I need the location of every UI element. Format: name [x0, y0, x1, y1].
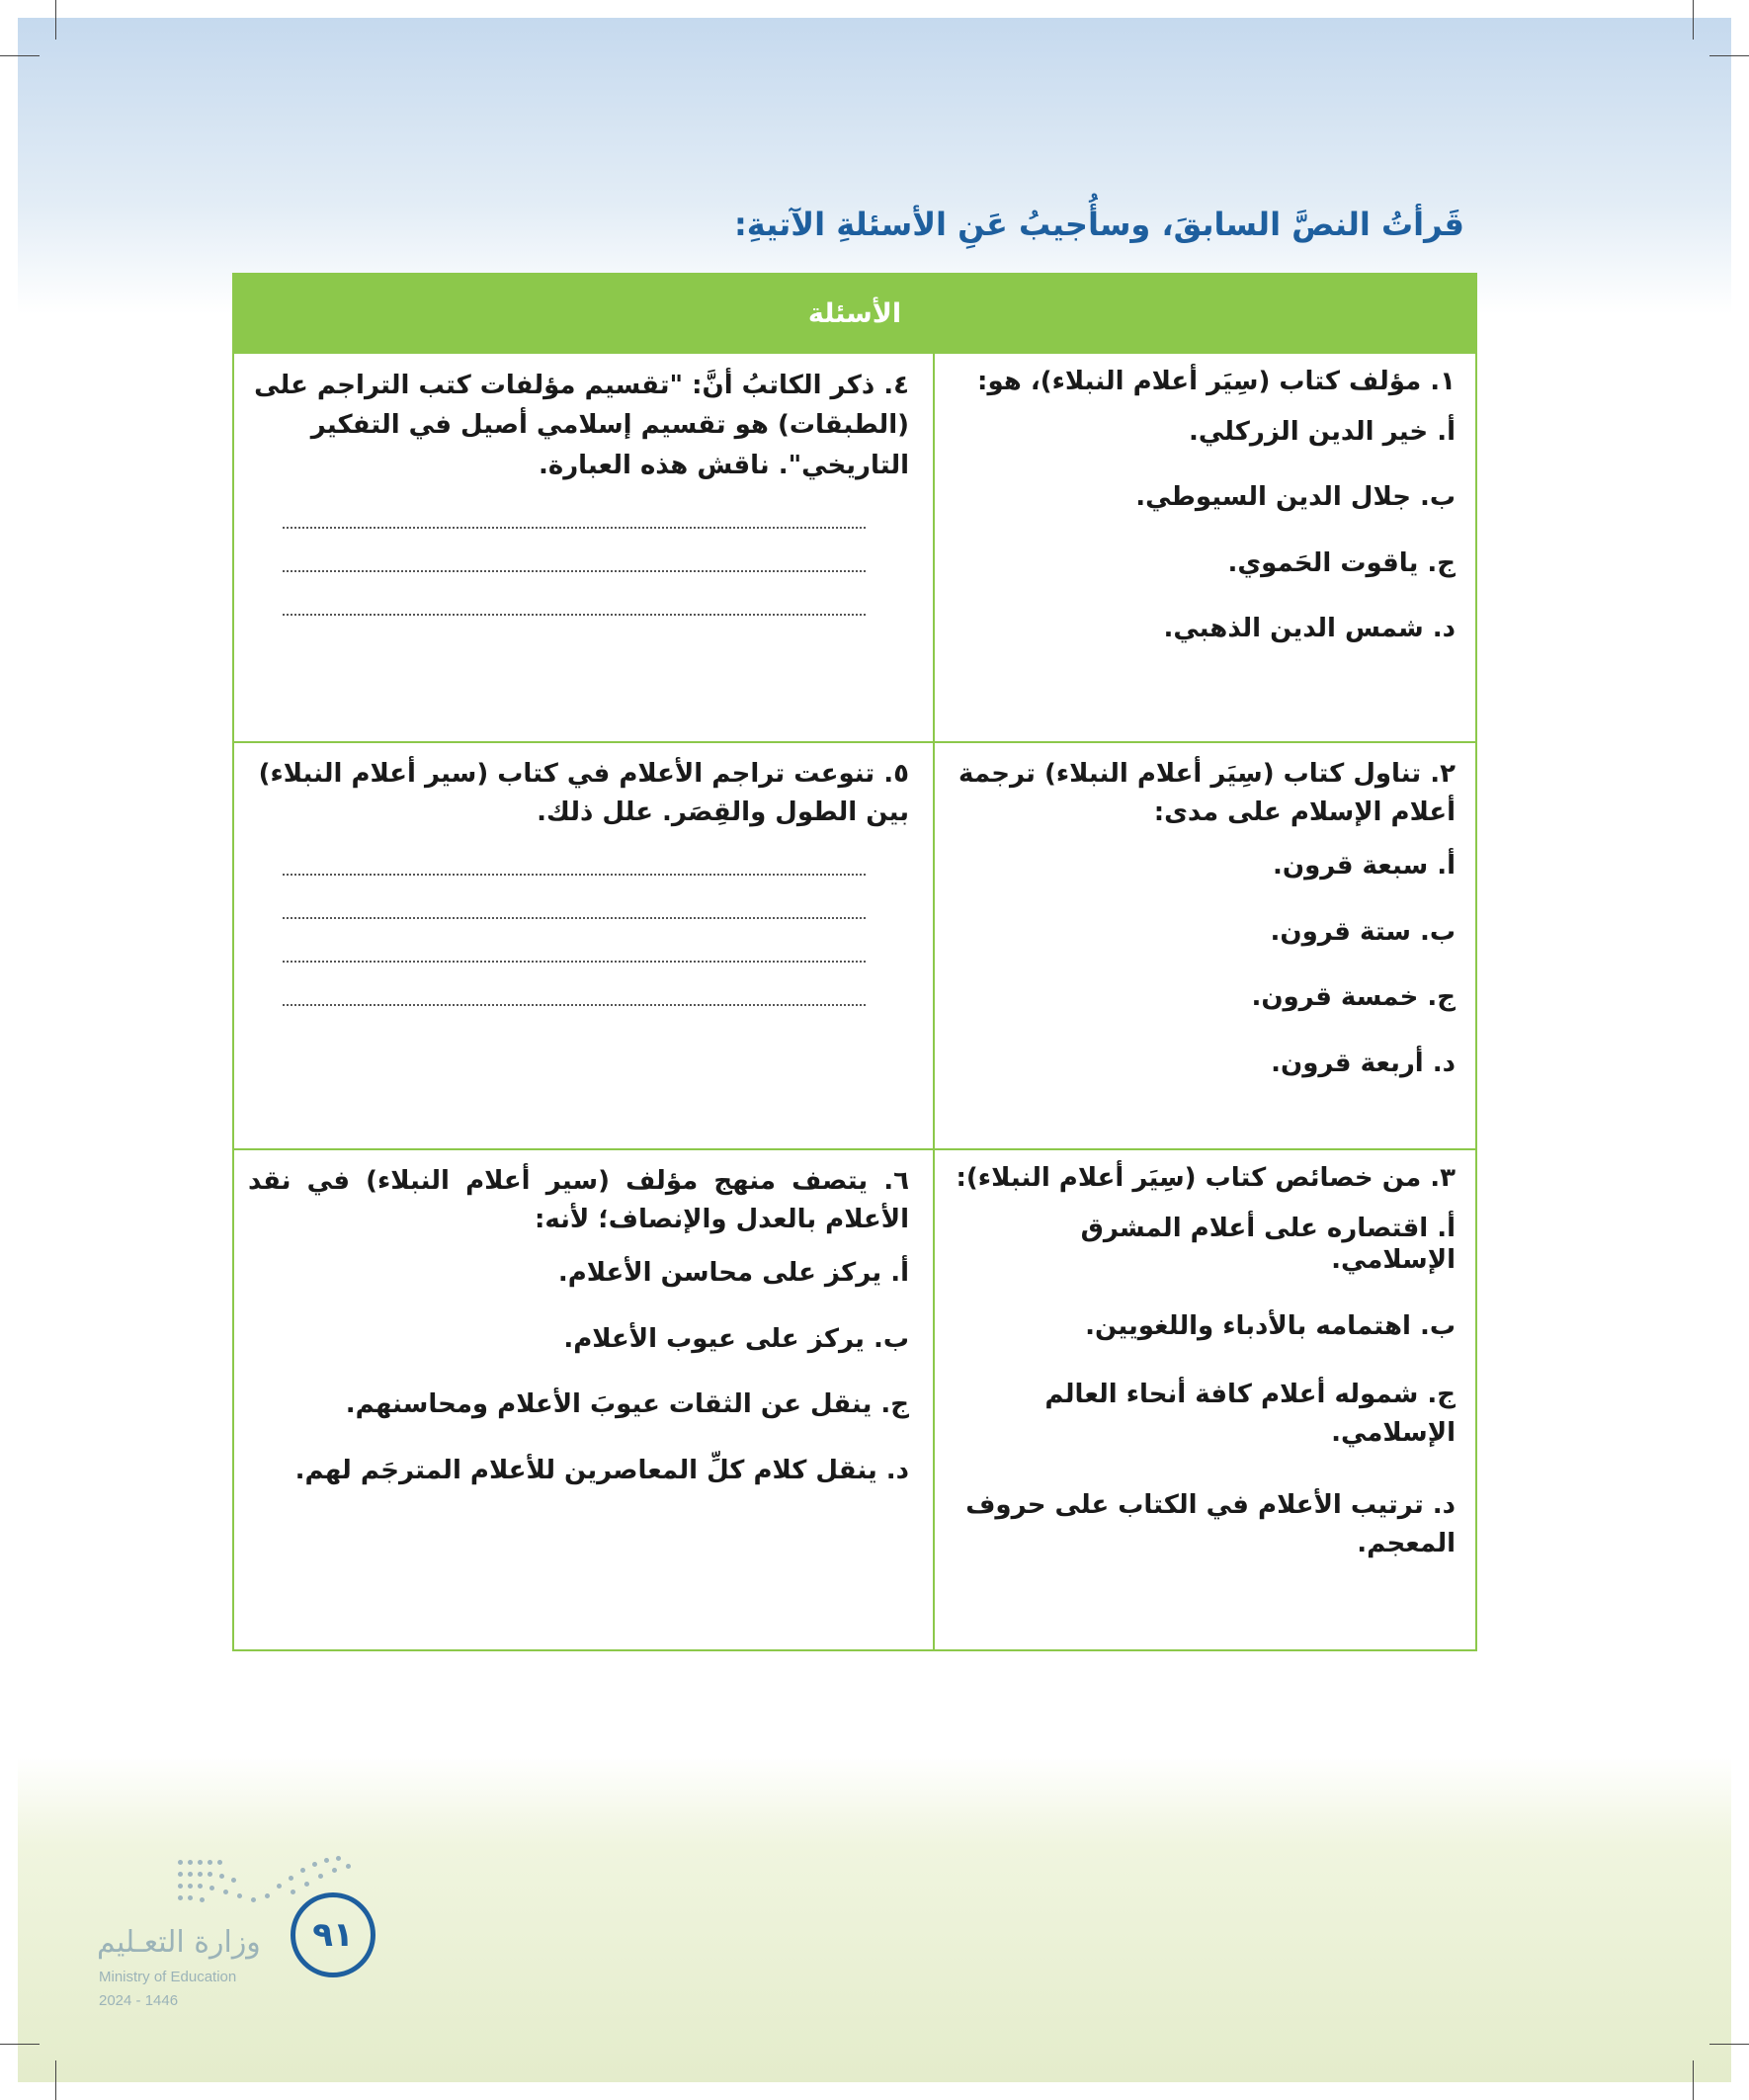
crop-mark [1693, 2060, 1694, 2100]
page-number: ٩١ [291, 1892, 375, 1977]
question-4-text: ٤. ذكر الكاتبُ أنَّ: "تقسيم مؤلفات كتب التراجم على (الطبقات) هو تقسيم إسلامي أصيل في التفكير التاريخي". ناقش هذه العبارة. [254, 371, 909, 480]
answer-line[interactable] [283, 961, 866, 963]
question-5-cell [234, 743, 929, 1150]
question-2-option-d[interactable]: د. أربعة قرون. [1271, 1048, 1456, 1078]
question-3-text: ٣. من خصائص كتاب (سِيَر أعلام النبلاء): [956, 1163, 1456, 1193]
question-6-option-c[interactable]: ج. ينقل عن الثقات عيوبَ الأعلام ومحاسنهم. [345, 1389, 909, 1419]
crop-mark [1709, 2044, 1749, 2045]
answer-line[interactable] [283, 614, 866, 616]
table-row [234, 1148, 1475, 1653]
ministry-year: 2024 - 1446 [99, 1992, 179, 2009]
crop-mark [55, 0, 56, 40]
question-1-cell [935, 354, 1475, 743]
question-6-option-b[interactable]: ب. يركز على عيوب الأعلام. [563, 1323, 909, 1354]
question-6-option-d[interactable]: د. ينقل كلام كلِّ المعاصرين للأعلام المترجَم لهم. [294, 1455, 909, 1485]
question-4-cell [234, 354, 929, 743]
table-row [234, 741, 1475, 1150]
question-2-option-a[interactable]: أ. سبعة قرون. [1273, 851, 1456, 881]
question-6-text: ٦. يتصف منهج مؤلف (سير أعلام النبلاء) في نقد الأعلام بالعدل والإنصاف؛ لأنه: [248, 1166, 909, 1234]
crop-mark [55, 2060, 56, 2100]
question-2-option-b[interactable]: ب. ستة قرون. [1270, 916, 1456, 947]
questions-table [232, 273, 1477, 1651]
section-heading: قَرأتُ النصَّ السابقَ، وسأُجيبُ عَنِ الأسئلةِ الآتيةِ: [733, 206, 1464, 243]
answer-line[interactable] [283, 917, 866, 919]
question-2-option-c[interactable]: ج. خمسة قرون. [1251, 982, 1456, 1012]
answer-line[interactable] [283, 874, 866, 876]
question-2-text: ٢. تناول كتاب (سِيَر أعلام النبلاء) ترجمة أعلام الإسلام على مدى: [958, 759, 1456, 827]
question-2-cell [935, 743, 1475, 1150]
question-6-cell [234, 1150, 929, 1653]
question-1-text: ١. مؤلف كتاب (سِيَر أعلام النبلاء)، هو: [977, 367, 1456, 396]
question-1-option-b[interactable]: ب. جلال الدين السيوطي. [1135, 482, 1456, 512]
crop-mark [1709, 55, 1749, 56]
question-3-option-a[interactable]: أ. اقتصاره على أعلام المشرق الإسلامي. [1080, 1213, 1456, 1275]
table-header: الأسئلة [234, 275, 1475, 352]
crop-mark [1693, 0, 1694, 40]
question-6-option-a[interactable]: أ. يركز على محاسن الأعلام. [557, 1258, 909, 1288]
question-1-option-a[interactable]: أ. خير الدين الزركلي. [1188, 416, 1456, 447]
question-3-cell [935, 1150, 1475, 1653]
ministry-name-arabic: وزارة التعـليم [97, 1925, 261, 1960]
question-1-option-d[interactable]: د. شمس الدين الذهبي. [1163, 614, 1456, 643]
answer-line[interactable] [283, 570, 866, 572]
answer-line[interactable] [283, 1004, 866, 1006]
answer-line[interactable] [283, 527, 866, 529]
question-1-option-c[interactable]: ج. ياقوت الحَموي. [1227, 547, 1456, 578]
crop-mark [0, 55, 40, 56]
ministry-name-english: Ministry of Education [99, 1969, 237, 1985]
table-row [234, 352, 1475, 743]
question-3-option-c[interactable]: ج. شموله أعلام كافة أنحاء العالم الإسلامي. [1044, 1380, 1456, 1448]
question-3-option-b[interactable]: ب. اهتمامه بالأدباء واللغويين. [1085, 1310, 1456, 1341]
question-5-text: ٥. تنوعت تراجم الأعلام في كتاب (سير أعلام النبلاء) بين الطول والقِصَر. علل ذلك. [258, 759, 909, 827]
crop-mark [0, 2044, 40, 2045]
question-3-option-d[interactable]: د. ترتيب الأعلام في الكتاب على حروف المعجم. [965, 1490, 1456, 1558]
